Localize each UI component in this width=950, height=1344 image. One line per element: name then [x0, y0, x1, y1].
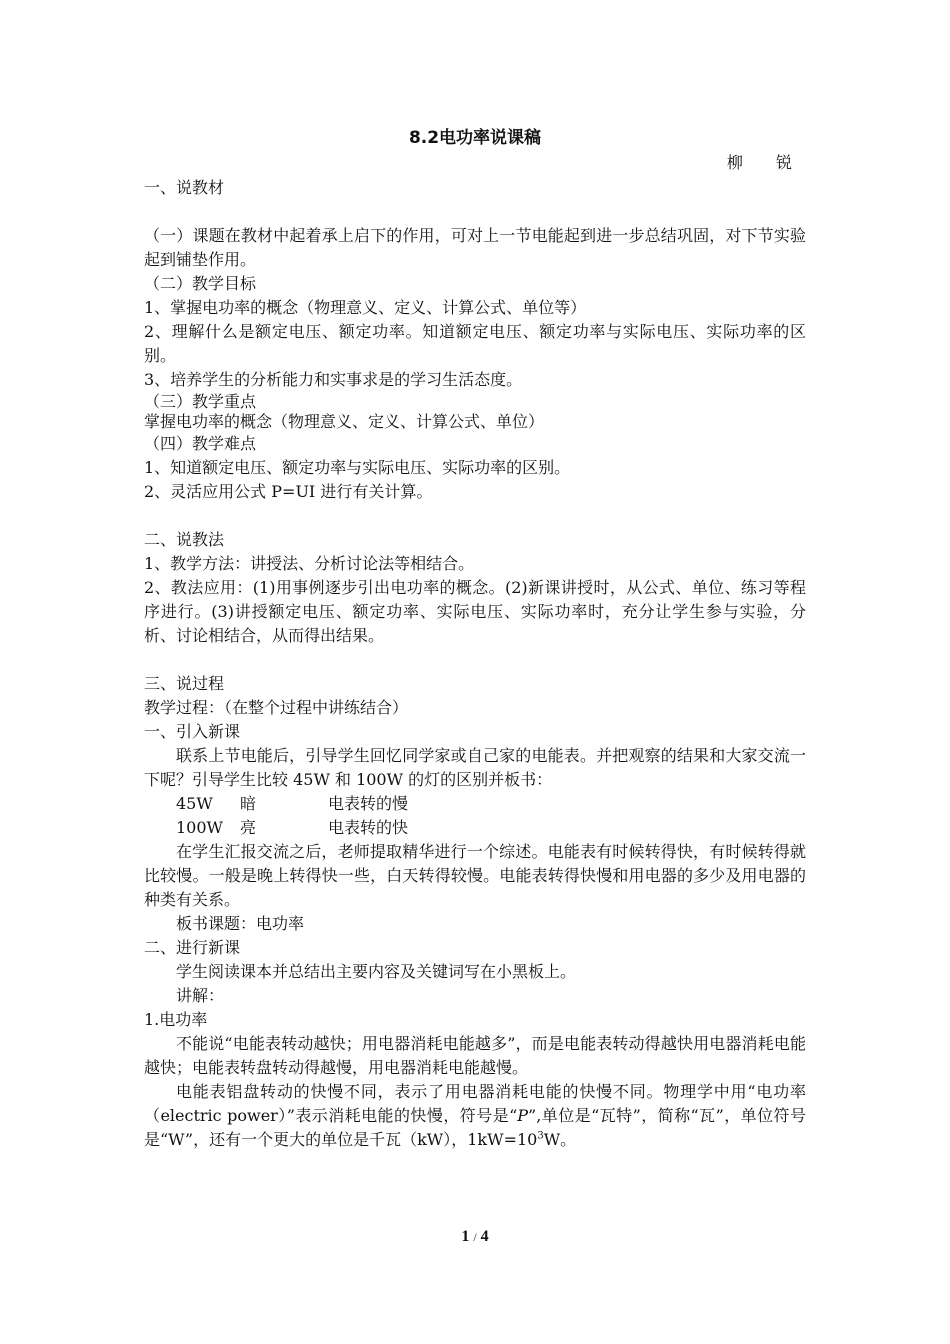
section-heading: 一、说教材	[144, 178, 225, 197]
board-power: 45W	[176, 794, 213, 813]
board-row	[144, 792, 806, 816]
current-page: 1	[461, 1228, 470, 1245]
page-title: 8.2电功率说课稿	[408, 128, 542, 148]
paragraph: （一）课题在教材中起着承上启下的作用，可对上一节电能起到进一步总结巩固，对下节实验起到铺垫作用。	[144, 226, 806, 269]
list-item: 1、知道额定电压、额定功率与实际电压、实际功率的区别。	[144, 458, 571, 477]
blank-line	[144, 648, 806, 672]
board-row	[144, 816, 806, 840]
exponent: 3	[537, 1130, 544, 1142]
author-name: 柳 锐	[726, 153, 806, 172]
blank-line	[144, 200, 806, 224]
page-number	[0, 1228, 950, 1246]
subheading: （三）教学重点	[144, 392, 257, 411]
board-title: 板书课题：电功率	[176, 914, 305, 933]
list-item: 1、掌握电功率的概念（物理意义、定义、计算公式、单位等）	[144, 298, 587, 317]
subheading: 一、引入新课	[144, 722, 241, 741]
text-run: ”,单位是“瓦特”，简称“瓦”，单位符号是“W”，还有一个更大的单位是千瓦（kW），1kW=10	[144, 1106, 806, 1149]
blank-line	[144, 504, 806, 528]
subheading: 二、进行新课	[144, 938, 241, 957]
subheading: （二）教学目标	[144, 274, 257, 293]
section-heading: 二、说教法	[144, 530, 225, 549]
board-meter: 电表转的慢	[328, 794, 409, 813]
subheading: 1.电功率	[144, 1010, 208, 1029]
paragraph: 2、教法应用：(1)用事例逐步引出电功率的概念。(2)新课讲授时，从公式、单位、练习等程序进行。(3)讲授额定电压、额定功率、实际电压、实际功率时，充分让学生参与实验，分析、讨论相结合，从而得出结果。	[144, 578, 806, 645]
subheading: （四）教学难点	[144, 434, 257, 453]
board-brightness: 暗	[240, 794, 257, 813]
paragraph: 学生阅读课本并总结出主要内容及关键词写在小黑板上。	[176, 962, 577, 981]
paragraph	[144, 1080, 806, 1152]
board-meter: 电表转的快	[328, 818, 409, 837]
list-item: 2、灵活应用公式 P=UI 进行有关计算。	[144, 482, 433, 501]
document-body	[144, 176, 806, 1152]
paragraph: 联系上节电能后，引导学生回忆同学家或自己家的电能表。并把观察的结果和大家交流一下呢？引导学生比较 45W 和 100W 的灯的区别并板书：	[144, 746, 806, 789]
paragraph: 不能说“电能表转动越快；用电器消耗电能越多”，而是电能表转动得越快用电器消耗电能越快；电能表转盘转动得越慢，用电器消耗电能越慢。	[144, 1034, 806, 1077]
page-separator: /	[473, 1230, 477, 1244]
board-brightness: 亮	[240, 818, 257, 837]
paragraph: 1、教学方法：讲授法、分析讨论法等相结合。	[144, 554, 475, 573]
text-run: W。	[543, 1130, 577, 1149]
list-item: 2、理解什么是额定电压、额定功率。知道额定电压、额定功率与实际电压、实际功率的区别。	[144, 322, 806, 365]
paragraph: 在学生汇报交流之后，老师提取精华进行一个综述。电能表有时候转得快，有时候转得就比较慢。一般是晚上转得快一些，白天转得较慢。电能表转得快慢和用电器的多少及用电器的种类有关系。	[144, 842, 806, 909]
list-item: 3、培养学生的分析能力和实事求是的学习生活态度。	[144, 370, 523, 389]
board-power: 100W	[176, 818, 223, 837]
paragraph: 教学过程：（在整个过程中讲练结合）	[144, 698, 409, 717]
power-symbol: P	[517, 1106, 529, 1125]
text-run: 电能表铝盘转动的快慢不同，表示了用电器消耗电能的快慢不同。物理学中用“电功率（electric power）”表示消耗电能的快慢，符号是“	[144, 1082, 806, 1125]
total-pages: 4	[480, 1228, 489, 1245]
paragraph: 掌握电功率的概念（物理意义、定义、计算公式、单位）	[144, 412, 545, 431]
paragraph: 讲解：	[176, 986, 225, 1005]
section-heading: 三、说过程	[144, 674, 225, 693]
